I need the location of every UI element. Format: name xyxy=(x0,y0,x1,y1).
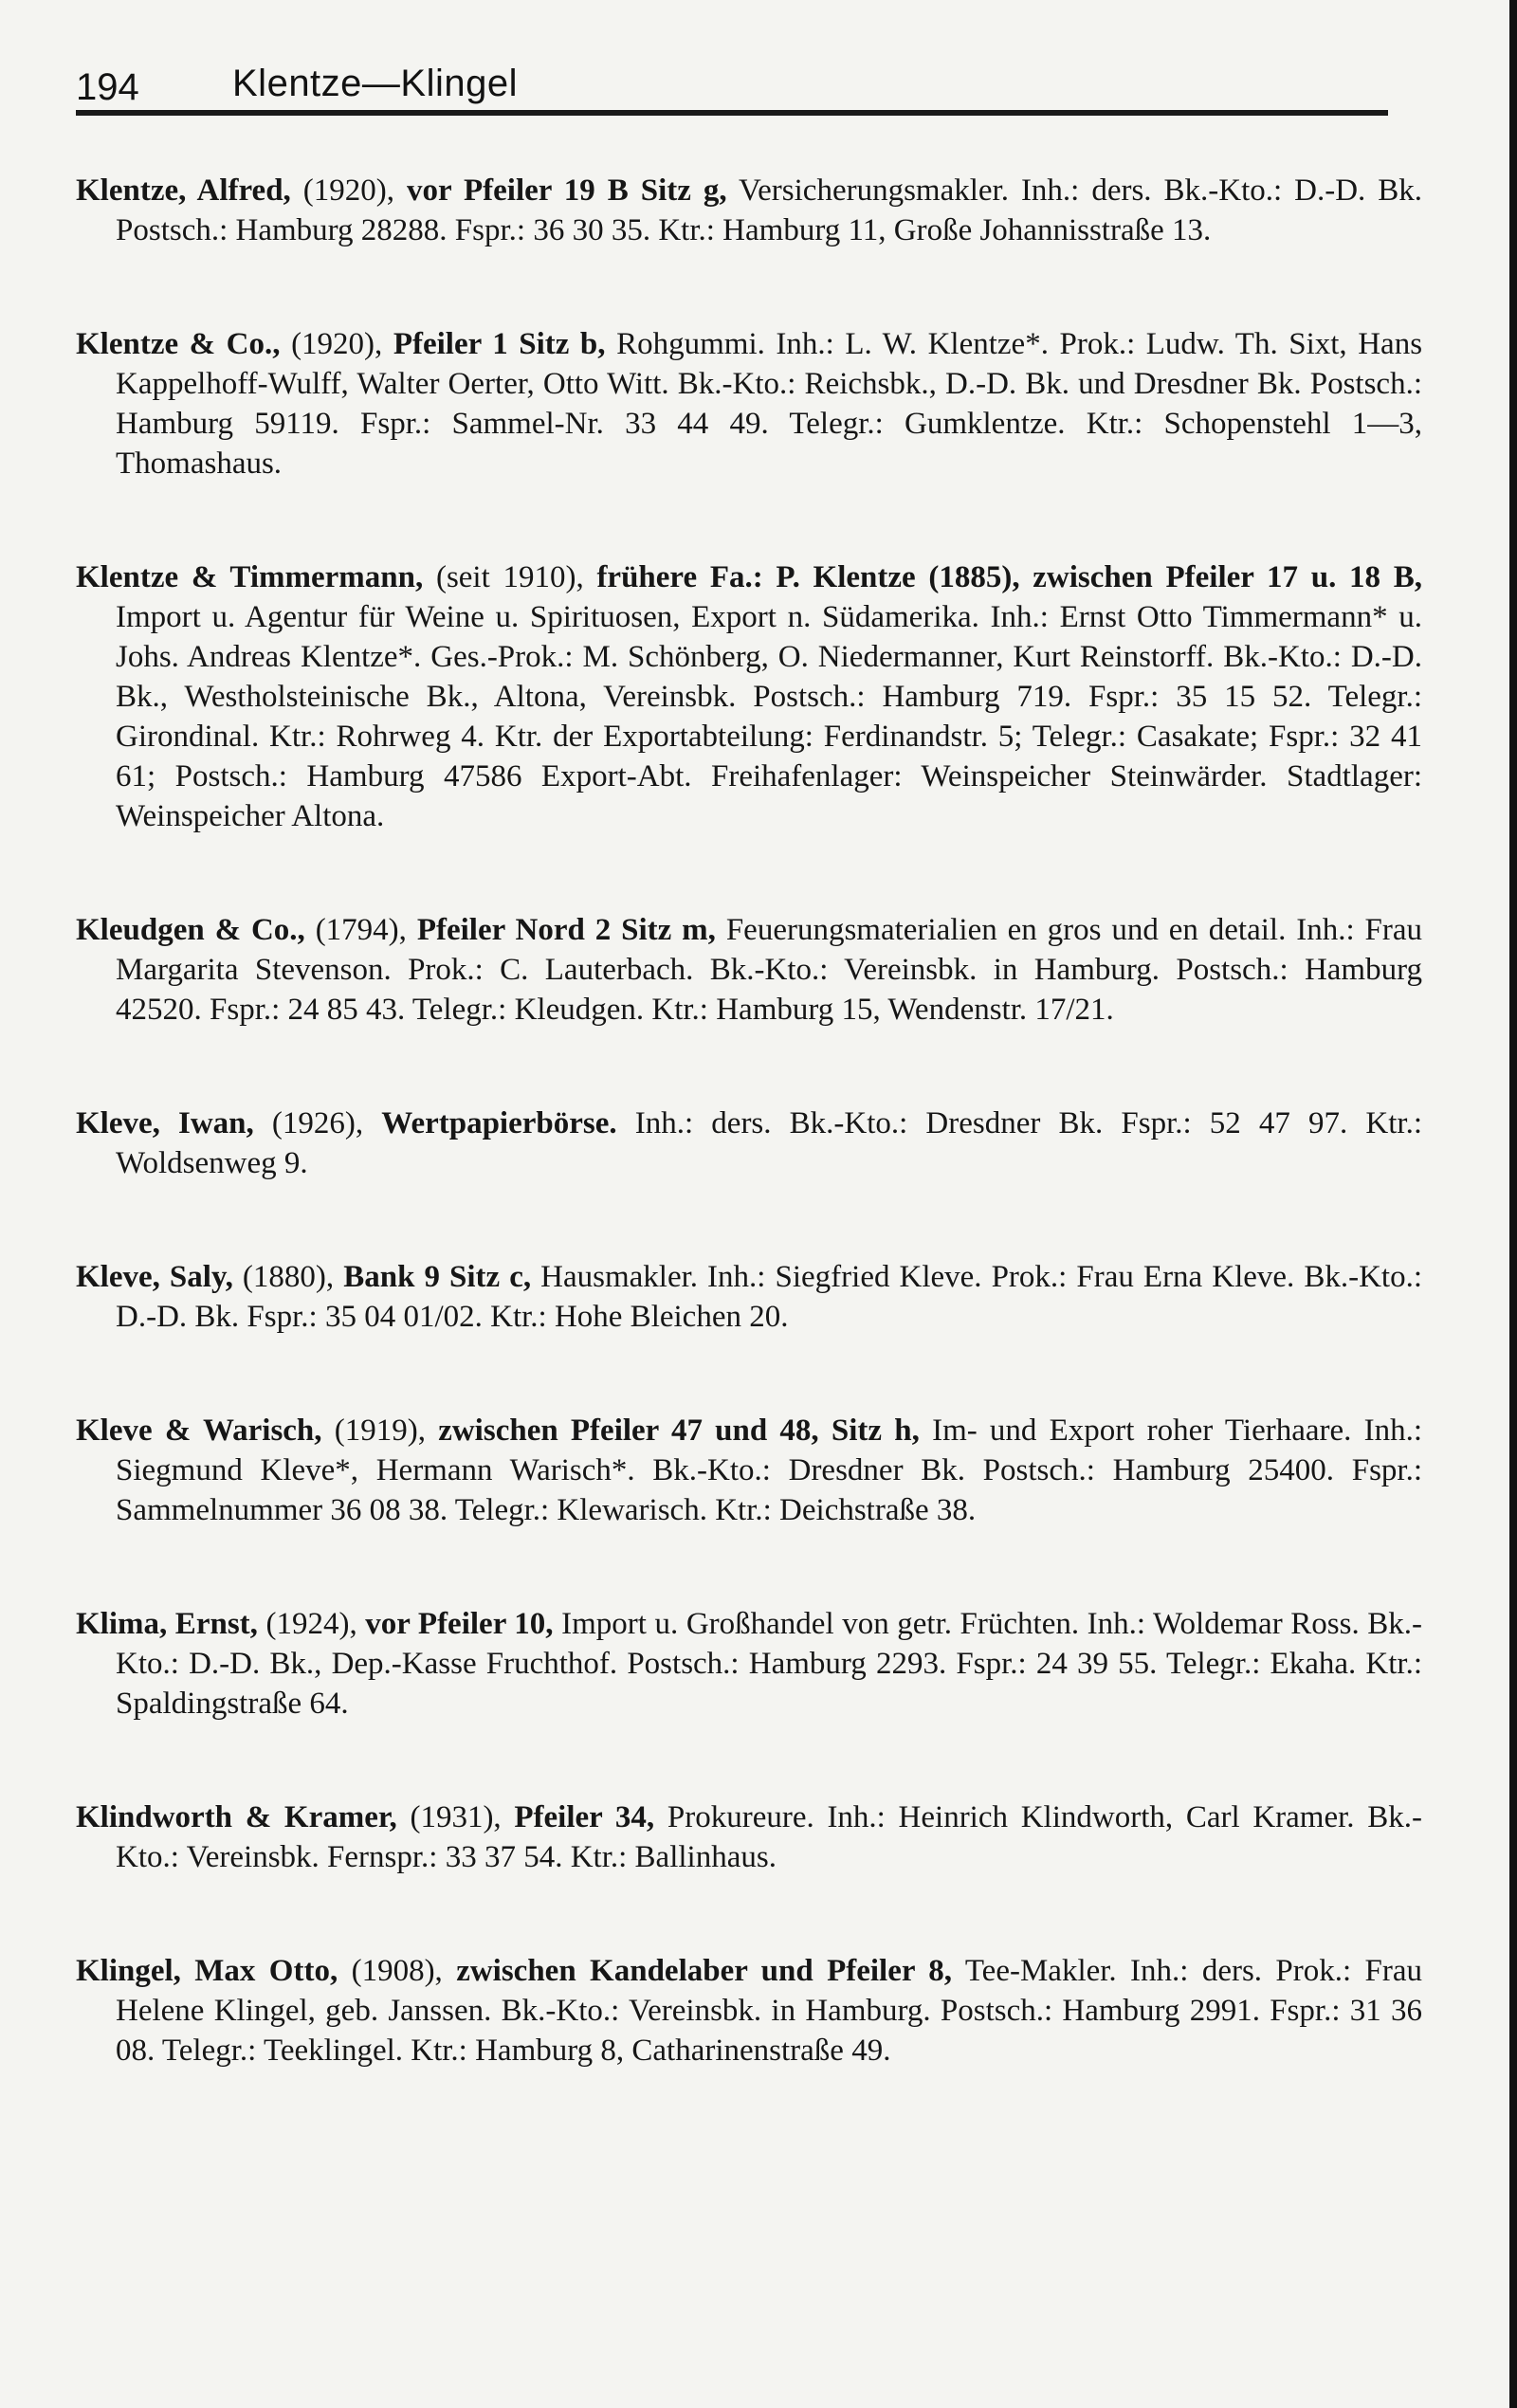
entry-address: Wertpapierbörse. xyxy=(381,1106,617,1140)
header-rule xyxy=(76,110,1388,116)
entry-text: Import u. Großhandel von getr. Früchten. Inh.: Woldemar Ross. Bk.-Kto.: D.-D. Bk., Dep.-Kasse Fruchthof. Postsch.: Hamburg 2293. Fspr.: 24 39 55. Telegr.: Ekaha. Ktr.: Spaldingstraße 64. xyxy=(116,1607,1423,1721)
entry-address: zwischen Kandelaber und Pfeiler 8, xyxy=(456,1954,953,1988)
entry-founded: (1919), xyxy=(334,1414,426,1448)
directory-entry xyxy=(76,1797,1422,1877)
directory-entry xyxy=(76,1411,1422,1530)
entry-address: Pfeiler Nord 2 Sitz m, xyxy=(416,913,716,947)
entry-founded: (1931), xyxy=(410,1800,502,1834)
entry-address: zwischen Pfeiler 47 und 48, Sitz h, xyxy=(438,1414,920,1448)
entry-address: vor Pfeiler 19 B Sitz g, xyxy=(406,173,727,208)
entry-address: frühere Fa.: P. Klentze (1885), zwischen Pfeiler 17 u. 18 B, xyxy=(596,560,1423,594)
entry-founded: (1908), xyxy=(351,1954,443,1988)
page-number: 194 xyxy=(76,66,139,108)
directory-entry xyxy=(76,171,1422,250)
directory-entry xyxy=(76,910,1422,1030)
directory-entry xyxy=(76,1104,1422,1183)
entry-name: Klingel, Max Otto, xyxy=(76,1954,338,1988)
entry-founded: (1926), xyxy=(271,1106,364,1140)
entry-name: Kleve, Saly, xyxy=(76,1260,233,1294)
entry-name: Kleudgen & Co., xyxy=(76,913,305,947)
directory-entry xyxy=(76,324,1422,483)
entry-name: Klindworth & Kramer, xyxy=(76,1800,397,1834)
entry-founded: (1794), xyxy=(315,913,407,947)
page-edge-shadow xyxy=(1509,0,1517,2408)
entry-text: Feuerungsmaterialien en gros und en detail. Inh.: Frau Margarita Stevenson. Prok.: C. Lauterbach. Bk.-Kto.: Vereinsbk. in Hamburg. Postsch.: Hamburg 42520. Fspr.: 24 85 43. Telegr.: Kleudgen. Ktr.: Hamburg 15, Wendenstr. 17/21. xyxy=(116,913,1422,1027)
entry-name: Klentze & Co., xyxy=(76,327,281,361)
entry-text: Prokureure. Inh.: Heinrich Klindworth, Carl Kramer. Bk.-Kto.: Vereinsbk. Fernspr.: 33 37 54. Ktr.: Ballinhaus. xyxy=(116,1800,1422,1874)
entry-address: Bank 9 Sitz c, xyxy=(343,1260,532,1294)
page-header xyxy=(76,55,1384,112)
entry-text: Hausmakler. Inh.: Siegfried Kleve. Prok.: Frau Erna Kleve. Bk.-Kto.: D.-D. Bk. Fspr.: 35 04 01/02. Ktr.: Hohe Bleichen 20. xyxy=(116,1260,1422,1334)
directory-entry xyxy=(76,1951,1422,2071)
entry-name: Klentze & Timmermann, xyxy=(76,560,424,594)
entry-address: Pfeiler 34, xyxy=(514,1800,655,1834)
entry-founded: (1920), xyxy=(291,327,383,361)
directory-entry xyxy=(76,1257,1422,1337)
entry-founded: (1880), xyxy=(242,1260,335,1294)
entry-address: Pfeiler 1 Sitz b, xyxy=(393,327,606,361)
entry-founded: (seit 1910), xyxy=(435,560,584,594)
entry-text: Im- und Export roher Tierhaare. Inh.: Siegmund Kleve*, Hermann Warisch*. Bk.-Kto.: Dresdner Bk. Postsch.: Hamburg 25400. Fspr.: Sammelnummer 36 08 38. Telegr.: Klewarisch. Ktr.: Deichstraße 38. xyxy=(116,1414,1423,1527)
entry-text: Rohgummi. Inh.: L. W. Klentze*. Prok.: Ludw. Th. Sixt, Hans Kappelhoff-Wulff, Walter Oerter, Otto Witt. Bk.-Kto.: Reichsbk., D.-D. Bk. und Dresdner Bk. Postsch.: Hamburg 59119. Fspr.: Sammel-Nr. 33 44 49. Telegr.: Gumklentze. Ktr.: Schopenstehl 1—3, Thomashaus. xyxy=(116,327,1423,481)
entry-name: Kleve & Warisch, xyxy=(76,1414,322,1448)
entry-text: Import u. Agentur für Weine u. Spirituosen, Export n. Südamerika. Inh.: Ernst Otto Timmermann* u. Johs. Andreas Klentze*. Ges.-Prok.: M. Schönberg, O. Niedermanner, Kurt Reinstorff. Bk.-Kto.: D.-D. Bk., Westholsteinische Bk., Altona, Vereinsbk. Postsch.: Hamburg 719. Fspr.: 35 15 52. Telegr.: Girondinal. Ktr.: Rohrweg 4. Ktr. der Exportabteilung: Ferdinandstr. 5; Telegr.: Casakate; Fspr.: 32 41 61; Postsch.: Hamburg 47586 Export-Abt. Freihafenlager: Weinspeicher Steinwärder. Stadtlager: Weinspeicher Altona. xyxy=(116,600,1422,833)
entry-text: Tee-Makler. Inh.: ders. Prok.: Frau Helene Klingel, geb. Janssen. Bk.-Kto.: Vereinsbk. in Hamburg. Postsch.: Hamburg 2991. Fspr.: 31 36 08. Telegr.: Teeklingel. Ktr.: Hamburg 8, Catharinenstraße 49. xyxy=(116,1954,1423,2068)
entry-name: Klima, Ernst, xyxy=(76,1607,258,1641)
entry-founded: (1924), xyxy=(265,1607,357,1641)
entry-founded: (1920), xyxy=(302,173,395,208)
entry-text: Versicherungsmakler. Inh.: ders. Bk.-Kto.: D.-D. Bk. Postsch.: Hamburg 28288. Fspr.: 36 30 35. Ktr.: Hamburg 11, Große Johannisstraße 13. xyxy=(116,173,1423,247)
entry-name: Kleve, Iwan, xyxy=(76,1106,254,1140)
entry-address: vor Pfeiler 10, xyxy=(365,1607,554,1641)
directory-entries xyxy=(76,171,1422,2144)
entry-text: Inh.: ders. Bk.-Kto.: Dresdner Bk. Fspr.: 52 47 97. Ktr.: Woldsenweg 9. xyxy=(116,1106,1422,1180)
entry-name: Klentze, Alfred, xyxy=(76,173,291,208)
directory-entry xyxy=(76,557,1422,836)
running-title: Klentze—Klingel xyxy=(232,63,518,104)
directory-entry xyxy=(76,1604,1422,1724)
